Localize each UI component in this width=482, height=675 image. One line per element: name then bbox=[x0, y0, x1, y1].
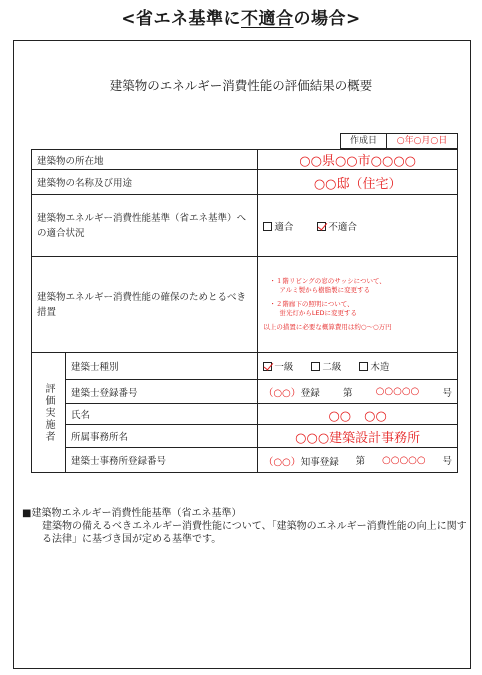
date-label: 作成日 bbox=[341, 134, 387, 148]
name-label: 建築物の名称及び用途 bbox=[32, 170, 258, 195]
note-body: 建築物の備えるべきエネルギー消費性能について、「建築物のエネルギー消費性能の向上に関する法律」に基づき国が定める基準です。 bbox=[42, 521, 467, 545]
reg-prefix: 登録 bbox=[300, 388, 320, 399]
row-architect-reg bbox=[32, 380, 458, 404]
reg-number: ○○○○○ bbox=[375, 386, 420, 397]
office-label: 所属事務所名 bbox=[65, 425, 257, 448]
measures-value bbox=[258, 257, 458, 353]
row-location bbox=[32, 150, 458, 170]
page-heading bbox=[0, 4, 482, 28]
measure-line: ・２階廊下の照明について、 bbox=[269, 300, 354, 308]
note-heading: ■建築物エネルギー消費性能基準（省エネ基準） bbox=[22, 508, 242, 519]
architect-name-label: 氏名 bbox=[65, 404, 257, 425]
date-value: ○年○月○日 bbox=[396, 136, 448, 146]
heading-prefix: <省エネ基準に bbox=[121, 9, 241, 29]
row-architect-name bbox=[32, 404, 458, 425]
architect-name-value: ○○ ○○ bbox=[258, 404, 458, 425]
measure-line: アルミ製から樹脂製に変更する bbox=[279, 286, 371, 294]
reg-prefix-pref: （○○） bbox=[263, 388, 301, 399]
office-value: ○○○建築設計事務所 bbox=[258, 425, 458, 448]
row-compliance bbox=[32, 195, 458, 257]
office-reg-label: 建築士事務所登録番号 bbox=[65, 448, 257, 473]
architect-reg-value bbox=[258, 380, 458, 404]
measure-cost: 以上の措置に必要な概算費用は約○～○万円 bbox=[263, 323, 392, 331]
row-measures bbox=[32, 257, 458, 353]
heading-underlined: 不適合 bbox=[241, 9, 294, 29]
checkbox-icon bbox=[359, 362, 368, 371]
name-value: ○○邸（住宅） bbox=[258, 170, 458, 195]
architect-type-options bbox=[258, 353, 458, 380]
document-title: 建築物のエネルギー消費性能の評価結果の概要 bbox=[109, 78, 373, 93]
row-architect-type bbox=[32, 353, 458, 380]
row-name bbox=[32, 170, 458, 195]
evaluator-group-label: 評価実施者 bbox=[42, 382, 54, 443]
measure-line: 蛍光灯からLEDに変更する bbox=[279, 309, 358, 317]
option-compliant[interactable]: 適合 bbox=[263, 219, 293, 233]
office-reg-value: （○○）知事登録 第 ○○○○○ 号 bbox=[258, 448, 458, 473]
compliance-options bbox=[258, 195, 458, 257]
location-value: ○○県○○市○○○○ bbox=[258, 150, 458, 170]
office-reg-number: ○○○○○ bbox=[382, 454, 426, 466]
checked-checkbox-icon bbox=[317, 222, 326, 231]
office-reg-prefix: 知事登録 bbox=[300, 456, 339, 468]
office-reg-go: 号 bbox=[442, 456, 452, 467]
checked-checkbox-icon bbox=[263, 362, 272, 371]
row-office-reg bbox=[32, 448, 458, 473]
measure-line: ・１階リビングの窓のサッシについて、 bbox=[269, 277, 386, 285]
date-box bbox=[340, 133, 458, 149]
option-noncompliant[interactable]: 不適合 bbox=[317, 219, 357, 233]
evaluation-table bbox=[31, 149, 458, 473]
office-reg-dai: 第 bbox=[355, 456, 366, 467]
option-second-class[interactable]: 二級 bbox=[311, 359, 341, 373]
reg-dai: 第 bbox=[342, 387, 353, 399]
evaluator-group bbox=[32, 353, 66, 473]
architect-type-label: 建築士種別 bbox=[65, 353, 257, 380]
option-first-class[interactable]: 一級 bbox=[263, 359, 293, 373]
note-section bbox=[22, 507, 470, 546]
compliance-label: 建築物エネルギー消費性能基準（省エネ基準）への適合状況 bbox=[32, 195, 258, 257]
reg-go: 号 bbox=[442, 387, 452, 399]
heading-suffix: の場合> bbox=[293, 9, 361, 29]
measures-label: 建築物エネルギー消費性能の確保のためとるべき措置 bbox=[32, 257, 258, 353]
option-wooden[interactable]: 木造 bbox=[359, 359, 389, 373]
location-label: 建築物の所在地 bbox=[32, 150, 258, 170]
architect-reg-label: 建築士登録番号 bbox=[65, 380, 257, 404]
checkbox-icon bbox=[263, 222, 272, 231]
checkbox-icon bbox=[311, 362, 320, 371]
row-office bbox=[32, 425, 458, 448]
